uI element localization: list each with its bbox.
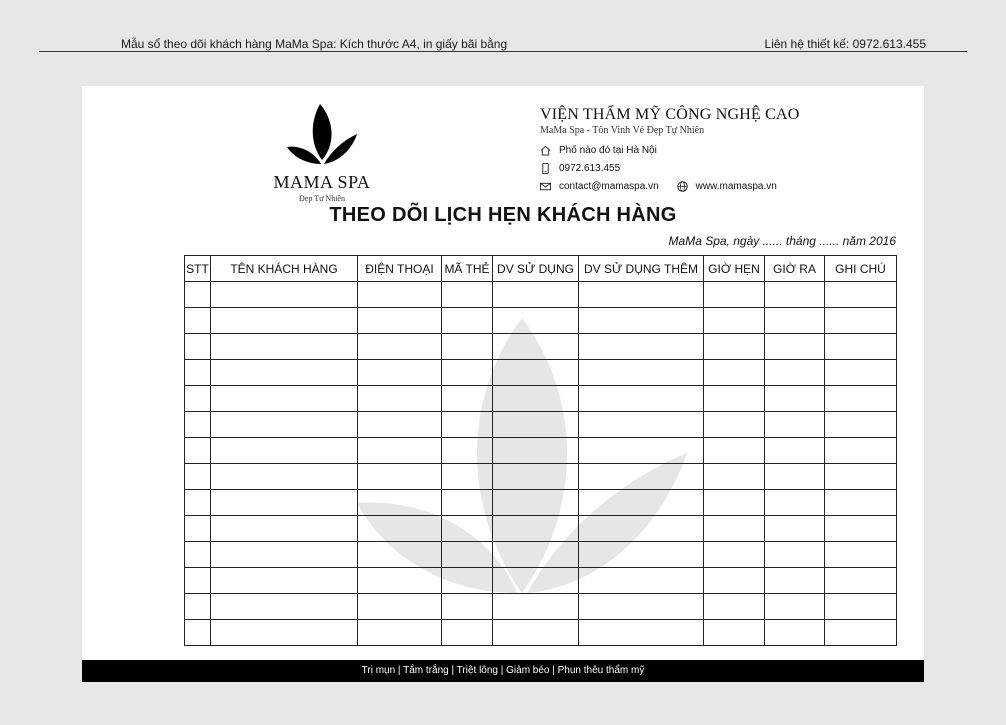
table-cell [765, 334, 825, 360]
table-cell [579, 516, 704, 542]
table-cell [211, 308, 358, 334]
table-cell [358, 542, 442, 568]
address-row [540, 143, 910, 157]
table-cell [358, 594, 442, 620]
table-cell [825, 490, 897, 516]
brand-logo [270, 102, 374, 208]
table-cell [579, 334, 704, 360]
table-row [185, 282, 897, 308]
table-cell [185, 360, 211, 386]
table-cell [493, 620, 579, 646]
table-cell [765, 568, 825, 594]
column-header-notes: GHI CHÚ [825, 256, 897, 282]
table-cell [579, 542, 704, 568]
table-cell [185, 282, 211, 308]
table-header-row [185, 256, 897, 282]
table-cell [442, 464, 493, 490]
table-row [185, 516, 897, 542]
email-item [540, 181, 659, 192]
table-cell [358, 334, 442, 360]
appointment-table [184, 255, 897, 646]
table-cell [185, 568, 211, 594]
globe-icon [677, 181, 688, 192]
table-cell [493, 412, 579, 438]
table-cell [211, 386, 358, 412]
table-cell [579, 620, 704, 646]
table-cell [825, 386, 897, 412]
table-cell [825, 282, 897, 308]
table-cell [442, 334, 493, 360]
table-cell [579, 490, 704, 516]
table-cell [185, 386, 211, 412]
table-cell [358, 360, 442, 386]
table-cell [493, 438, 579, 464]
table-cell [765, 308, 825, 334]
table-cell [211, 438, 358, 464]
table-cell [493, 464, 579, 490]
table-cell [579, 568, 704, 594]
table-cell [579, 464, 704, 490]
table-cell [185, 334, 211, 360]
table-cell [493, 334, 579, 360]
table-cell [825, 334, 897, 360]
table-row [185, 308, 897, 334]
table-cell [704, 412, 765, 438]
table-cell [765, 594, 825, 620]
table-cell [493, 282, 579, 308]
table-cell [442, 308, 493, 334]
column-header-appointment-time: GIỜ HẸN [704, 256, 765, 282]
home-icon [540, 145, 551, 156]
table-cell [579, 282, 704, 308]
table-cell [185, 438, 211, 464]
table-cell [704, 438, 765, 464]
table-cell [579, 360, 704, 386]
table-cell [442, 386, 493, 412]
table-row [185, 490, 897, 516]
table-cell [579, 438, 704, 464]
organization-name: VIỆN THẨM MỸ CÔNG NGHỆ CAO [540, 106, 800, 123]
top-divider [39, 51, 967, 52]
table-cell [579, 594, 704, 620]
address-text: Phố nào đó tại Hà Nội [559, 144, 657, 156]
table-cell [185, 516, 211, 542]
table-cell [211, 282, 358, 308]
table-cell [358, 412, 442, 438]
table-cell [579, 386, 704, 412]
table-cell [765, 386, 825, 412]
table-cell [211, 360, 358, 386]
website-text: www.mamaspa.vn [695, 180, 777, 192]
table-cell [185, 542, 211, 568]
table-row [185, 438, 897, 464]
table-cell [765, 438, 825, 464]
table-cell [211, 594, 358, 620]
table-cell [185, 464, 211, 490]
table-cell [493, 360, 579, 386]
table-cell [825, 438, 897, 464]
table-cell [211, 620, 358, 646]
table-row [185, 360, 897, 386]
table-cell [185, 490, 211, 516]
table-cell [358, 308, 442, 334]
table-cell [493, 594, 579, 620]
lotus-logo-icon [284, 102, 360, 170]
table-cell [185, 308, 211, 334]
mail-icon [540, 181, 551, 192]
table-cell [704, 542, 765, 568]
table-cell [358, 464, 442, 490]
email-web-row [540, 179, 910, 193]
table-cell [825, 516, 897, 542]
table-cell [211, 542, 358, 568]
column-header-extra-service: DV SỬ DỤNG THÊM [579, 256, 704, 282]
phone-row [540, 161, 910, 175]
table-cell [211, 516, 358, 542]
column-header-stt: STT [185, 256, 211, 282]
table-cell [442, 490, 493, 516]
table-cell [765, 542, 825, 568]
organization-slogan: MaMa Spa - Tôn Vinh Vẻ Đẹp Tự Nhiên [540, 125, 705, 136]
table-cell [704, 620, 765, 646]
table-cell [493, 542, 579, 568]
column-header-card-code: MÃ THẺ [442, 256, 493, 282]
form-sheet [82, 86, 924, 682]
table-row [185, 620, 897, 646]
table-cell [825, 412, 897, 438]
table-cell [442, 282, 493, 308]
column-header-phone: ĐIỆN THOẠI [358, 256, 442, 282]
table-cell [358, 620, 442, 646]
table-cell [358, 386, 442, 412]
table-cell [765, 464, 825, 490]
table-cell [442, 516, 493, 542]
column-header-service: DV SỬ DỤNG [493, 256, 579, 282]
table-cell [442, 568, 493, 594]
top-left-caption: Mẫu sổ theo dõi khách hàng MaMa Spa: Kích thước A4, in giấy bãi bằng [121, 37, 508, 51]
table-cell [765, 360, 825, 386]
table-cell [825, 308, 897, 334]
document-title: THEO DÕI LỊCH HẸN KHÁCH HÀNG [329, 204, 677, 226]
column-header-customer-name: TÊN KHÁCH HÀNG [211, 256, 358, 282]
logo-tagline: Đẹp Tự Nhiên [299, 194, 345, 203]
column-header-checkout-time: GIỜ RA [765, 256, 825, 282]
table-cell [185, 412, 211, 438]
table-cell [765, 490, 825, 516]
table-cell [579, 308, 704, 334]
table-cell [704, 282, 765, 308]
table-cell [825, 464, 897, 490]
date-line: MaMa Spa, ngày ...... tháng ...... năm 2016 [668, 234, 896, 248]
table-row [185, 334, 897, 360]
logo-name: MAMA SPA [273, 172, 371, 192]
table-cell [493, 386, 579, 412]
table-cell [704, 516, 765, 542]
table-cell [358, 490, 442, 516]
table-cell [442, 542, 493, 568]
top-right-caption: Liên hệ thiết kế: 0972.613.455 [764, 37, 926, 51]
phone-text: 0972.613.455 [559, 162, 621, 174]
table-cell [765, 620, 825, 646]
table-cell [211, 568, 358, 594]
table-cell [825, 594, 897, 620]
website-item [677, 181, 777, 192]
table-row [185, 594, 897, 620]
table-cell [185, 594, 211, 620]
table-cell [704, 490, 765, 516]
organization-info [540, 106, 910, 193]
table-cell [442, 360, 493, 386]
table-row [185, 568, 897, 594]
table-cell [493, 516, 579, 542]
table-cell [442, 594, 493, 620]
table-cell [211, 334, 358, 360]
table-row [185, 412, 897, 438]
table-cell [765, 282, 825, 308]
table-cell [442, 412, 493, 438]
table-cell [765, 516, 825, 542]
table-cell [358, 516, 442, 542]
table-cell [704, 386, 765, 412]
table-row [185, 386, 897, 412]
table-cell [493, 308, 579, 334]
email-text: contact@mamaspa.vn [559, 180, 659, 192]
table-cell [579, 412, 704, 438]
table-cell [185, 620, 211, 646]
table-cell [493, 568, 579, 594]
phone-icon [540, 163, 551, 174]
table-body [185, 282, 897, 646]
table-cell [825, 568, 897, 594]
table-cell [358, 282, 442, 308]
table-row [185, 464, 897, 490]
table-cell [211, 412, 358, 438]
table-cell [442, 438, 493, 464]
table-cell [358, 438, 442, 464]
table-cell [358, 568, 442, 594]
table-cell [765, 412, 825, 438]
table-cell [442, 620, 493, 646]
table-cell [211, 464, 358, 490]
table-cell [493, 490, 579, 516]
table-cell [825, 620, 897, 646]
services-footer: Trị mụn | Tắm trắng | Triệt lông | Giảm béo | Phun thêu thẩm mỹ [82, 660, 924, 682]
table-cell [704, 360, 765, 386]
table-row [185, 542, 897, 568]
table-cell [211, 490, 358, 516]
table-cell [825, 360, 897, 386]
table-cell [704, 568, 765, 594]
table-cell [704, 594, 765, 620]
table-cell [825, 542, 897, 568]
table-cell [704, 334, 765, 360]
table-cell [704, 308, 765, 334]
table-cell [704, 464, 765, 490]
